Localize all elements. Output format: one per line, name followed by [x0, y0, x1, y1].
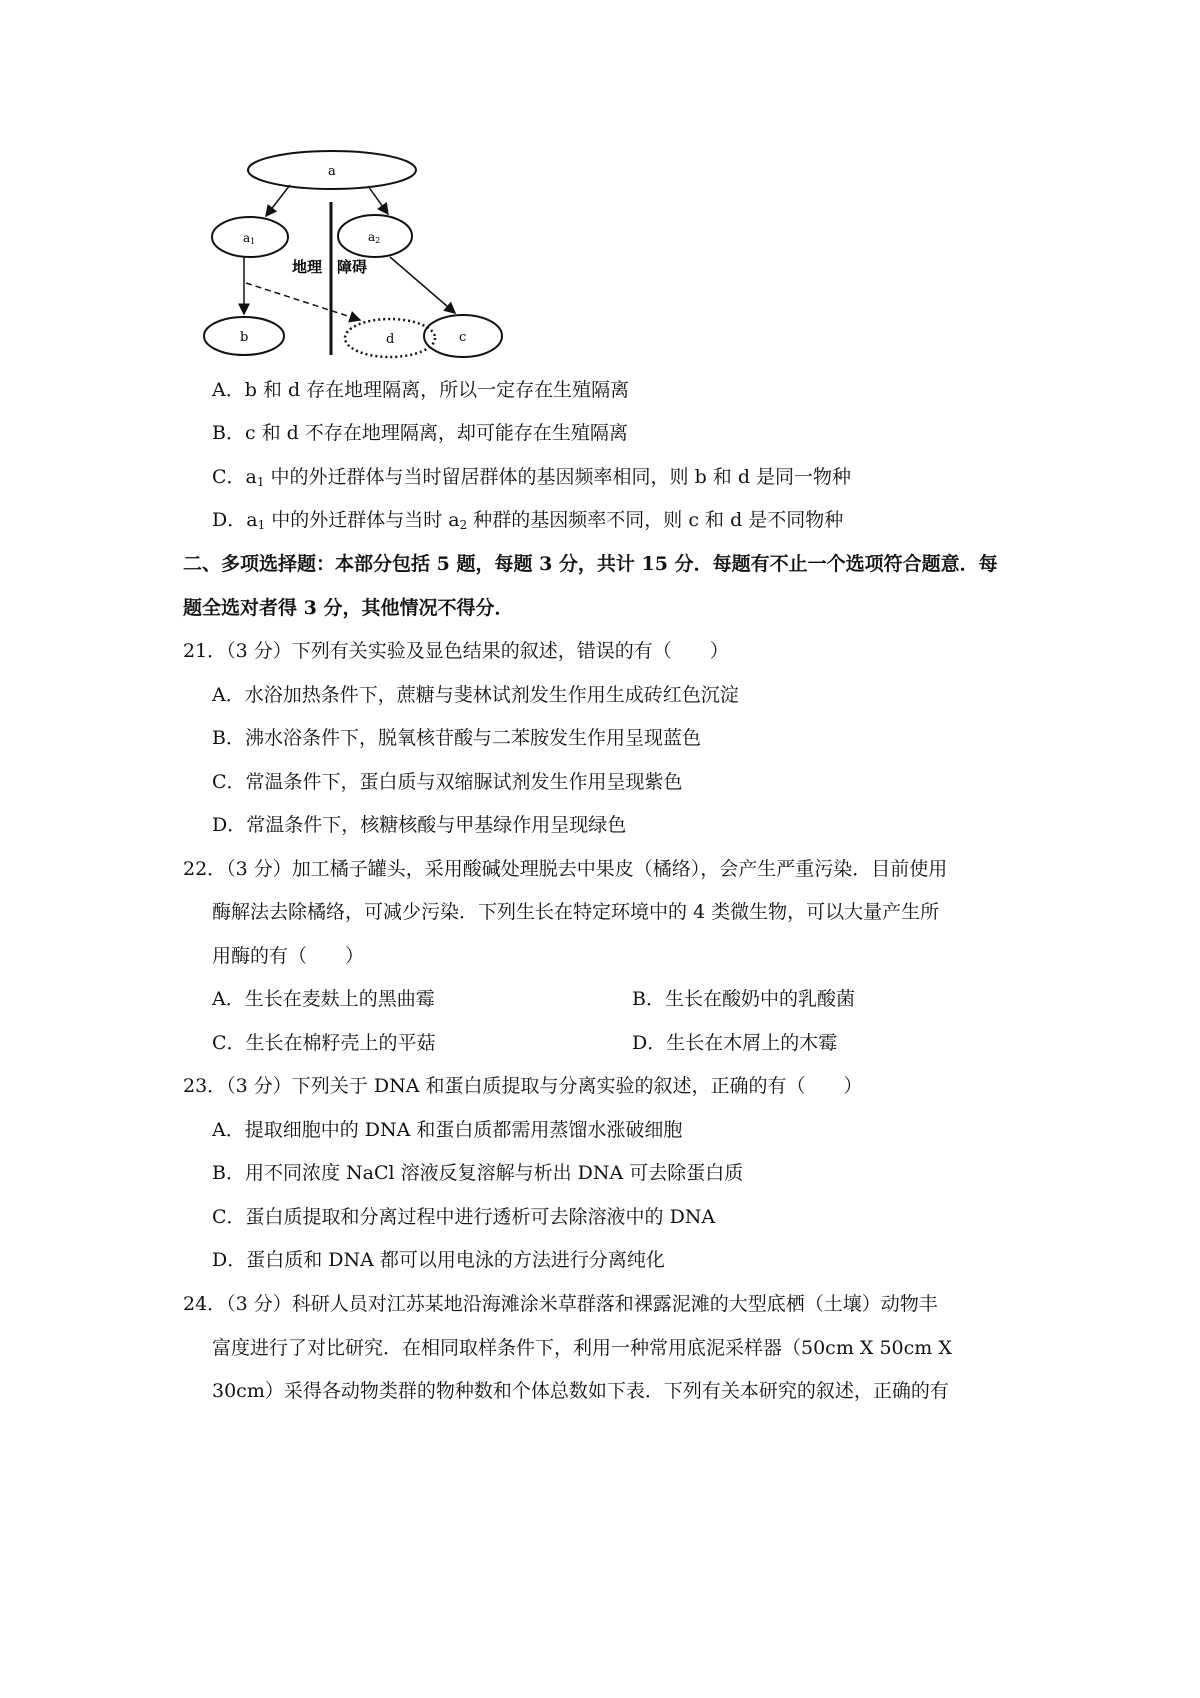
node-a2-label: a2 [368, 230, 381, 245]
q21-option-b: B．沸水浴条件下，脱氧核苷酸与二苯胺发生作用呈现蓝色 [212, 727, 701, 749]
q23-stem: 23．（3 分）下列关于 DNA 和蛋白质提取与分离实验的叙述，正确的有（ ） [183, 1075, 863, 1097]
arrow-a1-to-d-dashed [246, 283, 360, 320]
q20-option-c-pre: C．a [212, 466, 257, 488]
q23-option-a: A．提取细胞中的 DNA 和蛋白质都需用蒸馏水涨破细胞 [212, 1119, 683, 1141]
q22-option-b: B．生长在酸奶中的乳酸菌 [632, 988, 855, 1010]
q20-option-a: A．b 和 d 存在地理隔离，所以一定存在生殖隔离 [212, 379, 630, 401]
q23-option-b: B．用不同浓度 NaCl 溶液反复溶解与析出 DNA 可去除蛋白质 [212, 1162, 744, 1184]
q20-option-d-mid: 中的外迁群体与当时 a [265, 509, 460, 531]
q23-option-c: C．蛋白质提取和分离过程中进行透析可去除溶液中的 DNA [212, 1206, 716, 1228]
q20-option-d-sub1: 1 [257, 518, 266, 532]
speciation-diagram [200, 150, 520, 365]
q22-option-c: C．生长在棉籽壳上的平菇 [212, 1032, 436, 1054]
q20-option-c-sub: 1 [256, 475, 265, 489]
q20-option-d-pre: D．a [212, 509, 258, 531]
q22-option-d: D．生长在木屑上的木霉 [632, 1032, 838, 1054]
q24-stem-line3: 30cm）采得各动物类群的物种数和个体总数如下表．下列有关本研究的叙述，正确的有 [212, 1380, 949, 1402]
node-c-label: c [459, 330, 467, 345]
q21-stem: 21．（3 分）下列有关实验及显色结果的叙述，错误的有（ ） [183, 640, 729, 662]
arrow-a-to-a1 [266, 185, 290, 216]
node-b-label: b [240, 330, 249, 345]
q20-option-d [212, 506, 843, 539]
arrow-a2-to-c [390, 257, 455, 313]
q21-option-c: C．常温条件下，蛋白质与双缩脲试剂发生作用呈现紫色 [212, 771, 683, 793]
barrier-label-left: 地理 [292, 258, 323, 276]
arrow-a-to-a2 [368, 186, 388, 214]
q20-option-b: B．c 和 d 不存在地理隔离，却可能存在生殖隔离 [212, 422, 628, 444]
barrier-label-right: 障碍 [337, 258, 368, 276]
node-d-label: d [386, 332, 395, 347]
q22-stem-line3: 用酶的有（ ） [212, 945, 365, 967]
q22-stem-line1: 22．（3 分）加工橘子罐头，采用酸碱处理脱去中果皮（橘络），会产生严重污染．目前使用 [183, 858, 948, 880]
section2-heading-line2: 题全选对者得 3 分，其他情况不得分． [183, 597, 514, 619]
node-a-label: a [328, 164, 336, 179]
q23-option-d: D．蛋白质和 DNA 都可以用电泳的方法进行分离纯化 [212, 1249, 665, 1271]
q22-stem-line2: 酶解法去除橘络，可减少污染．下列生长在特定环境中的 4 类微生物，可以大量产生所 [212, 901, 940, 923]
q21-option-a: A．水浴加热条件下，蔗糖与斐林试剂发生作用生成砖红色沉淀 [212, 684, 739, 706]
section2-heading-line1: 二、多项选择题：本部分包括 5 题，每题 3 分，共计 15 分．每题有不止一个选项符合题意．每 [183, 553, 998, 575]
q21-option-d: D．常温条件下，核糖核酸与甲基绿作用呈现绿色 [212, 814, 627, 836]
q22-option-a: A．生长在麦麸上的黑曲霉 [212, 988, 435, 1010]
q20-option-c-post: 中的外迁群体与当时留居群体的基因频率相同，则 b 和 d 是同一物种 [264, 466, 852, 488]
q24-stem-line2: 富度进行了对比研究．在相同取样条件下，利用一种常用底泥采样器（50cm X 50cm X [212, 1337, 952, 1359]
node-a1-label: a1 [243, 231, 256, 246]
q20-option-c [212, 463, 851, 496]
q24-stem-line1: 24．（3 分）科研人员对江苏某地沿海滩涂米草群落和裸露泥滩的大型底栖（土壤）动物丰 [183, 1293, 938, 1315]
q20-option-d-post: 种群的基因频率不同，则 c 和 d 是不同物种 [467, 509, 844, 531]
q20-option-d-sub2: 2 [459, 518, 468, 532]
